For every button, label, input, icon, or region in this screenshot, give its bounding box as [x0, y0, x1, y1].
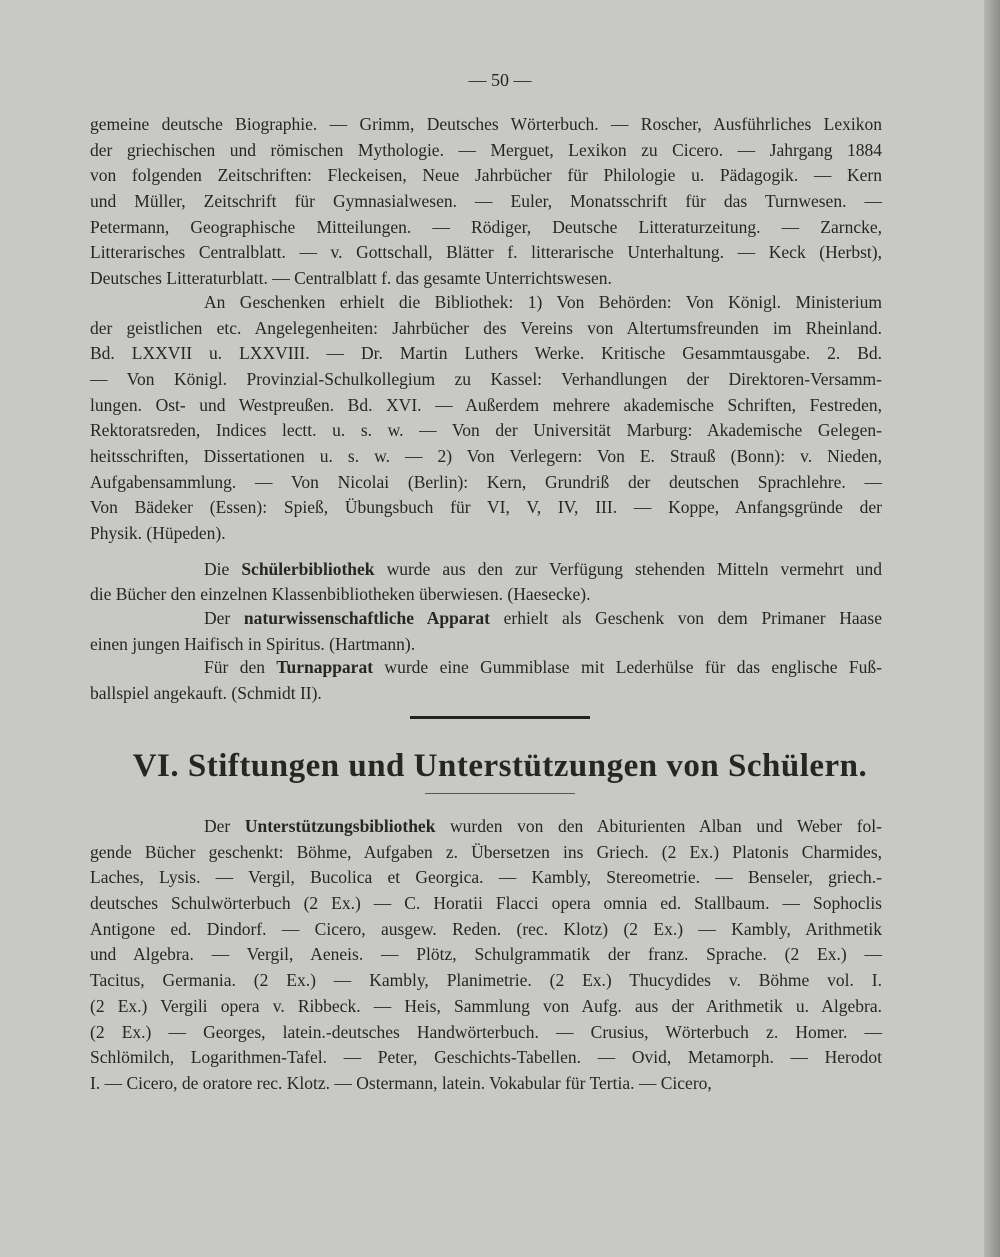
text-line [90, 814, 882, 840]
text-segment: lungen. Ost- und Westpreußen. Bd. XVI. — Außerdem mehrere akademische Schriften, Festreden, [90, 394, 882, 415]
library-text [90, 112, 882, 707]
text-segment: Für den [204, 657, 277, 678]
text-segment: Litterarisches Centralblatt. — v. Gottschall, Blätter f. litterarische Unterhaltung. — Keck (Herbst), [90, 242, 882, 263]
text-segment: Tacitus, Germania. (2 Ex.) — Kambly, Planimetrie. (2 Ex.) Thucydides v. Böhme vol. I. [90, 970, 882, 991]
text-segment: (2 Ex.) Vergili opera v. Ribbeck. — Heis, Sammlung von Aufg. aus der Arithmetik u. Algebra. [90, 995, 882, 1016]
text-line [90, 163, 882, 189]
text-line [90, 495, 882, 521]
heading-underline [425, 793, 575, 794]
text-line [90, 316, 882, 342]
text-line [90, 138, 882, 164]
text-segment: Der [204, 608, 244, 629]
text-line [90, 632, 882, 658]
bold-term: Turnapparat [276, 657, 374, 678]
text-segment: Physik. (Hüpeden). [90, 523, 226, 543]
text-segment: — Von Königl. Provinzial-Schulkollegium zu Kassel: Verhandlungen der Direktoren-Versamm- [90, 368, 882, 389]
text-line [90, 367, 882, 393]
text-line [90, 994, 882, 1020]
text-segment: Bd. LXXVII u. LXXVIII. — Dr. Martin Luthers Werke. Kritische Gesammtausgabe. 2. Bd. [90, 343, 882, 364]
text-segment: gemeine deutsche Biographie. — Grimm, Deutsches Wörterbuch. — Roscher, Ausführliches Lexikon [90, 114, 882, 134]
text-line [90, 266, 882, 292]
text-line [90, 418, 882, 444]
text-segment: der griechischen und römischen Mythologie. — Merguet, Lexikon zu Cicero. — Jahrgang 1884 [90, 139, 882, 160]
text-segment: ballspiel angekauft. (Schmidt II). [90, 683, 322, 704]
text-segment: der geistlichen etc. Angelegenheiten: Jahrbücher des Vereins von Altertumsfreunden im Rheinland. [90, 317, 882, 338]
text-segment: Antigone ed. Dindorf. — Cicero, ausgew. Reden. (rec. Klotz) (2 Ex.) — Kambly, Arithmetik [90, 918, 882, 939]
text-segment: von folgenden Zeitschriften: Fleckeisen, Neue Jahrbücher für Philologie u. Pädagogik. — Kern [90, 165, 882, 186]
text-line [90, 968, 882, 994]
page-number: — 50 — [468, 70, 532, 90]
text-line [90, 891, 882, 917]
text-segment: Schlömilch, Logarithmen-Tafel. — Peter, Geschichts-Tabellen. — Ovid, Metamorph. — Herodot [90, 1047, 882, 1068]
paragraph [90, 606, 882, 657]
text-segment: wurde eine Gummiblase mit Lederhülse für das englische Fuß- [373, 657, 882, 678]
text-segment: gende Bücher geschenkt: Böhme, Aufgaben z. Übersetzen ins Griech. (2 Ex.) Platonis Charmides, [90, 841, 882, 862]
text-segment: wurde aus den zur Verfügung stehenden Mitteln vermehrt und [374, 558, 882, 579]
text-segment: Deutsches Litteraturblatt. — Centralblatt f. das gesamte Unterrichtswesen. [90, 268, 612, 289]
paragraph [90, 814, 882, 1097]
text-line [90, 1020, 882, 1046]
bold-term: Schülerbibliothek [241, 558, 375, 579]
text-line [90, 557, 882, 583]
text-line [90, 240, 882, 266]
paragraph [90, 112, 882, 292]
text-segment: Von Bädeker (Essen): Spieß, Übungsbuch für VI, V, IV, III. — Koppe, Anfangsgründe der [90, 497, 882, 518]
text-line [90, 917, 882, 943]
text-segment: deutsches Schulwörterbuch (2 Ex.) — C. Horatii Flacci opera omnia ed. Stallbaum. — Sophoclis [90, 893, 882, 914]
text-line [90, 444, 882, 470]
text-line [90, 189, 882, 215]
text-segment: Petermann, Geographische Mitteilungen. — Rödiger, Deutsche Litteraturzeitung. — Zarncke, [90, 216, 882, 237]
text-line [90, 112, 882, 138]
text-line [90, 1045, 882, 1071]
text-segment: und Algebra. — Vergil, Aeneis. — Plötz, Schulgrammatik der franz. Sprache. (2 Ex.) — [90, 944, 882, 965]
support-text [90, 814, 882, 1097]
text-line [90, 655, 882, 681]
text-line [90, 681, 882, 707]
bold-term: naturwissenschaftliche Apparat [243, 608, 490, 629]
section-divider [410, 716, 590, 719]
text-line [90, 1071, 882, 1097]
section-heading: VI. Stiftungen und Unterstützungen von Schülern. [132, 748, 868, 784]
text-segment: und Müller, Zeitschrift für Gymnasialwesen. — Euler, Monatsschrift für das Turnwesen. — [90, 191, 882, 212]
text-segment: An Geschenken erhielt die Bibliothek: 1) Von Behörden: Von Königl. Ministerium [204, 291, 882, 312]
text-segment: die Bücher den einzelnen Klassenbibliotheken überwiesen. (Haesecke). [90, 584, 591, 605]
text-segment: Die [204, 558, 242, 579]
text-segment: Laches, Lysis. — Vergil, Bucolica et Georgica. — Kambly, Stereometrie. — Benseler, griech.- [90, 867, 882, 888]
text-line [90, 215, 882, 241]
paragraph [90, 655, 882, 706]
text-line [90, 942, 882, 968]
text-segment: einen jungen Haifisch in Spiritus. (Hartmann). [90, 633, 416, 654]
paragraph [90, 557, 882, 608]
text-segment: Der [204, 816, 245, 836]
text-line [90, 393, 882, 419]
paragraph [90, 290, 882, 547]
text-line [90, 606, 882, 632]
text-segment: (2 Ex.) — Georges, latein.-deutsches Handwörterbuch. — Crusius, Wörterbuch z. Homer. — [90, 1021, 882, 1042]
text-segment: erhielt als Geschenk von dem Primaner Haase [489, 608, 883, 629]
bold-term: Unterstützungsbibliothek [244, 816, 436, 836]
text-line [90, 582, 882, 608]
text-line [90, 521, 882, 547]
text-line [90, 290, 882, 316]
text-line [90, 341, 882, 367]
text-line [90, 840, 882, 866]
text-segment: heitsschriften, Dissertationen u. s. w. — 2) Von Verlegern: Von E. Strauß (Bonn): v. Nieden, [90, 445, 882, 466]
text-segment: Aufgabensammlung. — Von Nicolai (Berlin): Kern, Grundriß der deutschen Sprachlehre. — [90, 471, 882, 492]
text-segment: I. — Cicero, de oratore rec. Klotz. — Ostermann, latein. Vokabular für Tertia. — Cicero, [90, 1072, 712, 1093]
text-line [90, 470, 882, 496]
text-line [90, 865, 882, 891]
text-segment: wurden von den Abiturienten Alban und Weber fol- [435, 816, 882, 836]
text-segment: Rektoratsreden, Indices lectt. u. s. w. — Von der Universität Marburg: Akademische Gelegen- [90, 420, 882, 441]
page-edge [984, 0, 1000, 1257]
